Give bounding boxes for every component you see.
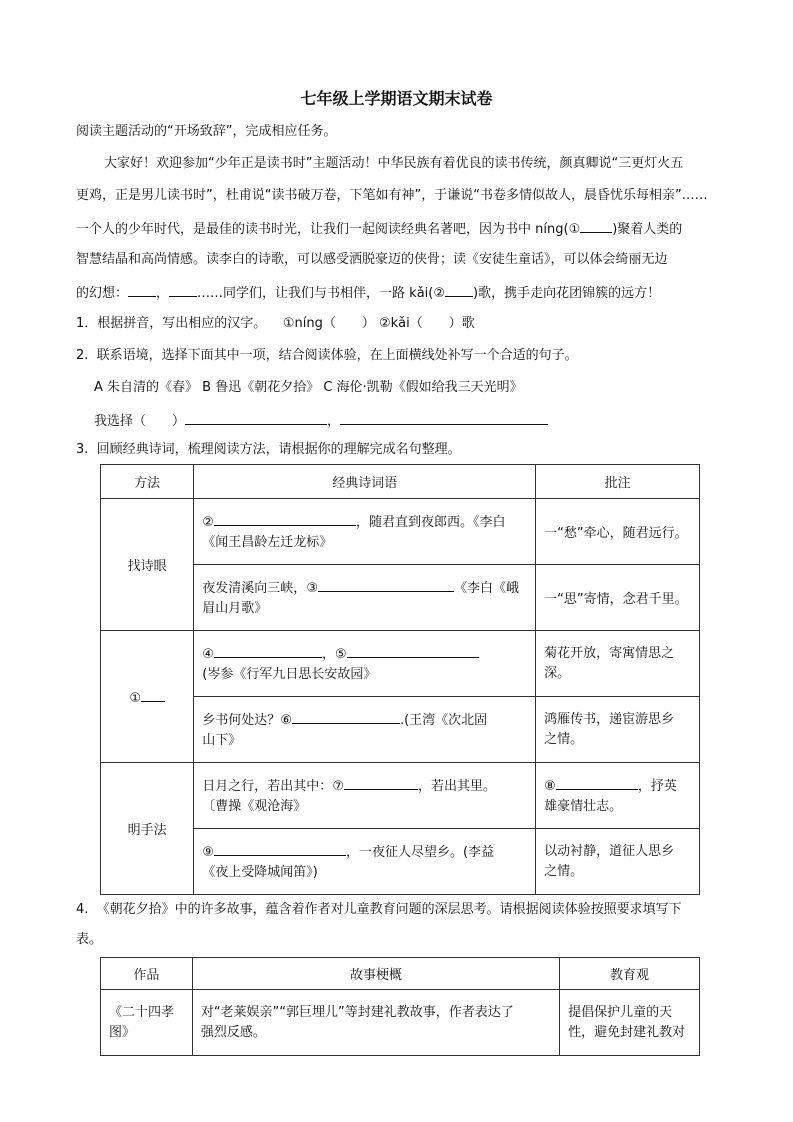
q1-item-b-close: ）歌 bbox=[448, 316, 475, 331]
passage-line-3: 一个人的少年时代，是最佳的读书时光，让我们一起阅读经典名著吧，因为书中 níng(① )聚着人类的 bbox=[76, 218, 682, 240]
circled-number: ④ bbox=[202, 646, 214, 662]
poem-source: 眉山月歌》 bbox=[202, 600, 268, 616]
annotation-text: 之情。 bbox=[544, 731, 584, 747]
question-number: 2. bbox=[76, 348, 89, 363]
question-text: 联系语境，选择下面其中一项，结合阅读体验，在上面横线处补写一个合适的句子。 bbox=[96, 348, 578, 363]
poem-text: ，若出其里。 bbox=[417, 778, 496, 794]
poem-text: .(王湾《次北固 bbox=[399, 712, 488, 728]
comma: ， bbox=[327, 414, 341, 429]
passage-line-5a: 的幻想： bbox=[76, 286, 129, 301]
answer-blank[interactable] bbox=[128, 282, 156, 297]
annotation-text: 以动衬静，道征人思乡 bbox=[544, 843, 675, 859]
poem-text: 夜发清溪向三峡， bbox=[202, 580, 307, 596]
table-header: 故事梗概 bbox=[192, 958, 559, 990]
annotation-cell bbox=[536, 631, 700, 697]
annotation-text: 深。 bbox=[544, 665, 571, 681]
q1-item-a-close: ） bbox=[361, 316, 375, 331]
question-4-cont: 表。 bbox=[76, 932, 103, 947]
passage-line-5: 的幻想： ， ……同学们，让我们与书相伴，一路 kǎi(② )歌，携手走向花团锦簇的远方！ bbox=[76, 282, 660, 304]
q1-item-a: ①níng（ bbox=[282, 316, 336, 331]
answer-blank[interactable] bbox=[347, 643, 479, 658]
poem-cell bbox=[194, 829, 536, 895]
annotation-cell: 一“愁”牵心，随君远行。 bbox=[536, 499, 700, 565]
passage-line-3c: 聚着人类的 bbox=[617, 222, 683, 237]
passage-line-5e: 歌，携手走向花团锦簇的远方！ bbox=[478, 286, 661, 301]
answer-blank[interactable] bbox=[141, 687, 165, 702]
poem-source: 《夜上受降城闻笛》) bbox=[202, 864, 318, 880]
question-number: 3. bbox=[76, 442, 89, 457]
q2-choose bbox=[94, 410, 548, 432]
choose-label: 我选择（ ） bbox=[94, 414, 186, 429]
passage-line-1: 大家好！欢迎参加“少年正是读书时”主题活动！中华民族有着优良的读书传统，颜真卿说“三更灯火五 bbox=[104, 156, 684, 171]
table-header: 作品 bbox=[101, 958, 193, 990]
passage-line-3a: 一个人的少年时代，是最佳的读书时光，让我们一起阅读经典名著吧，因为书中 níng( bbox=[76, 222, 569, 237]
poem-source: 山下》 bbox=[202, 732, 242, 748]
work-title: 图》 bbox=[109, 1024, 136, 1040]
answer-blank[interactable] bbox=[169, 282, 197, 297]
table-header: 批注 bbox=[536, 465, 700, 499]
comma: ， bbox=[321, 646, 335, 662]
answer-blank[interactable] bbox=[318, 577, 454, 592]
passage-line-4: 智慧结晶和高尚情感。读李白的诗歌，可以感受洒脱豪迈的侠骨；读《安徒生童话》，可以体会绮丽无边 bbox=[76, 252, 668, 267]
circled-number: ⑦ bbox=[332, 778, 344, 794]
answer-blank[interactable] bbox=[292, 709, 400, 724]
question-number: 1． bbox=[76, 316, 98, 331]
poem-text: 日月之行，若出其中： bbox=[202, 778, 333, 794]
answer-blank[interactable] bbox=[214, 841, 346, 856]
annotation-cell: 一“思”寄情，念君千里。 bbox=[536, 565, 700, 631]
circled-number: ⑨ bbox=[202, 844, 214, 860]
method-cell: 明手法 bbox=[101, 763, 194, 895]
question-number: 4. bbox=[76, 902, 89, 917]
circled-number: ② bbox=[433, 286, 445, 301]
annotation-text: 雄豪情壮志。 bbox=[544, 798, 623, 814]
table-header: 教育观 bbox=[560, 958, 700, 990]
intro-text: 阅读主题活动的“开场致辞”，完成相应任务。 bbox=[76, 124, 337, 139]
answer-blank[interactable] bbox=[214, 511, 356, 526]
table-header: 经典诗词语 bbox=[194, 465, 536, 499]
comma: ， bbox=[156, 286, 170, 301]
answer-blank[interactable] bbox=[556, 775, 638, 790]
answer-blank[interactable] bbox=[344, 775, 418, 790]
education-text: 提倡保护儿童的天 bbox=[568, 1004, 673, 1020]
page-title: 七年级上学期语文期末试卷 bbox=[300, 89, 493, 108]
poetry-table bbox=[100, 464, 700, 895]
passage-line-2: 更鸡，正是男儿读书时”，杜甫说“读书破万卷，下笔如有神”，于谦说“书卷多情似故人，晨昏忧乐每相亲”…… bbox=[76, 188, 708, 203]
circled-number: ③ bbox=[306, 580, 318, 596]
annotation-text: 之情。 bbox=[544, 863, 584, 879]
question-text: 根据拼音，写出相应的汉字。 bbox=[97, 316, 267, 331]
story-table bbox=[100, 957, 700, 1056]
work-title: 《二十四孝 bbox=[109, 1004, 175, 1020]
method-cell: 找诗眼 bbox=[101, 499, 194, 631]
summary-cell bbox=[192, 990, 559, 1056]
answer-blank[interactable] bbox=[214, 643, 322, 658]
circled-number: ⑧ bbox=[544, 778, 556, 794]
work-cell bbox=[101, 990, 193, 1056]
circled-number: ① bbox=[568, 222, 581, 237]
annotation-text: 鸿雁传书，递宦游思乡 bbox=[544, 711, 675, 727]
annotation-text: 菊花开放，寄寓情思之 bbox=[544, 645, 675, 661]
question-2 bbox=[76, 346, 578, 366]
poem-source: 〔曹操《观沧海》 bbox=[202, 798, 307, 814]
table-header: 方法 bbox=[101, 465, 194, 499]
poem-text: 《李白《峨 bbox=[453, 580, 519, 596]
poem-cell bbox=[194, 763, 536, 829]
circled-number: ⑤ bbox=[334, 646, 347, 662]
education-text: 性，避免封建礼教对 bbox=[568, 1024, 686, 1040]
poem-cell bbox=[194, 697, 536, 763]
circled-number: ⑥ bbox=[280, 712, 292, 728]
annotation-cell bbox=[536, 829, 700, 895]
poem-cell bbox=[194, 499, 536, 565]
question-4 bbox=[76, 900, 682, 920]
circled-number: ① bbox=[129, 691, 141, 706]
annotation-text: ，抒英 bbox=[637, 778, 677, 794]
answer-blank[interactable] bbox=[580, 218, 612, 233]
answer-blank[interactable] bbox=[340, 410, 548, 425]
summary-text: 对“老莱娱亲”“郭巨埋儿”等封建礼教故事，作者表达了 bbox=[200, 1004, 514, 1020]
passage-line-5c: ……同学们，让我们与书相伴，一路 kǎi( bbox=[197, 286, 434, 301]
answer-blank[interactable] bbox=[445, 282, 473, 297]
question-1 bbox=[76, 314, 475, 334]
question-text: 回顾经典诗词，梳理阅读方法，请根据你的理解完成名句整理。 bbox=[96, 442, 461, 457]
annotation-cell bbox=[536, 763, 700, 829]
summary-text: 强烈反感。 bbox=[200, 1024, 266, 1040]
poem-text: 乡书何处达？ bbox=[202, 712, 281, 728]
poem-text: ，一夜征人尽望乡。(李益 bbox=[345, 844, 495, 860]
method-cell bbox=[101, 631, 194, 763]
q1-item-b: ②kǎi（ bbox=[378, 316, 423, 331]
poem-cell bbox=[194, 565, 536, 631]
poem-text: ，随君直到夜郎西。《李白 bbox=[355, 514, 506, 530]
poem-source: 《闻王昌龄左迁龙标》 bbox=[202, 534, 333, 550]
answer-blank[interactable] bbox=[185, 410, 327, 425]
question-text: 《朝花夕拾》中的许多故事，蕴含着作者对儿童教育问题的深层思考。请根据阅读体验按照要求填写下 bbox=[96, 902, 682, 917]
annotation-cell bbox=[536, 697, 700, 763]
question-3 bbox=[76, 440, 461, 460]
poem-cell bbox=[194, 631, 536, 697]
q2-options: A 朱自清的《春》 B 鲁迅《朝花夕拾》 C 海伦·凯勒《假如给我三天光明》 bbox=[94, 380, 523, 395]
circled-number: ② bbox=[202, 514, 214, 530]
poem-source: (岑参《行军九日思长安故园》 bbox=[202, 666, 377, 682]
education-cell bbox=[560, 990, 700, 1056]
